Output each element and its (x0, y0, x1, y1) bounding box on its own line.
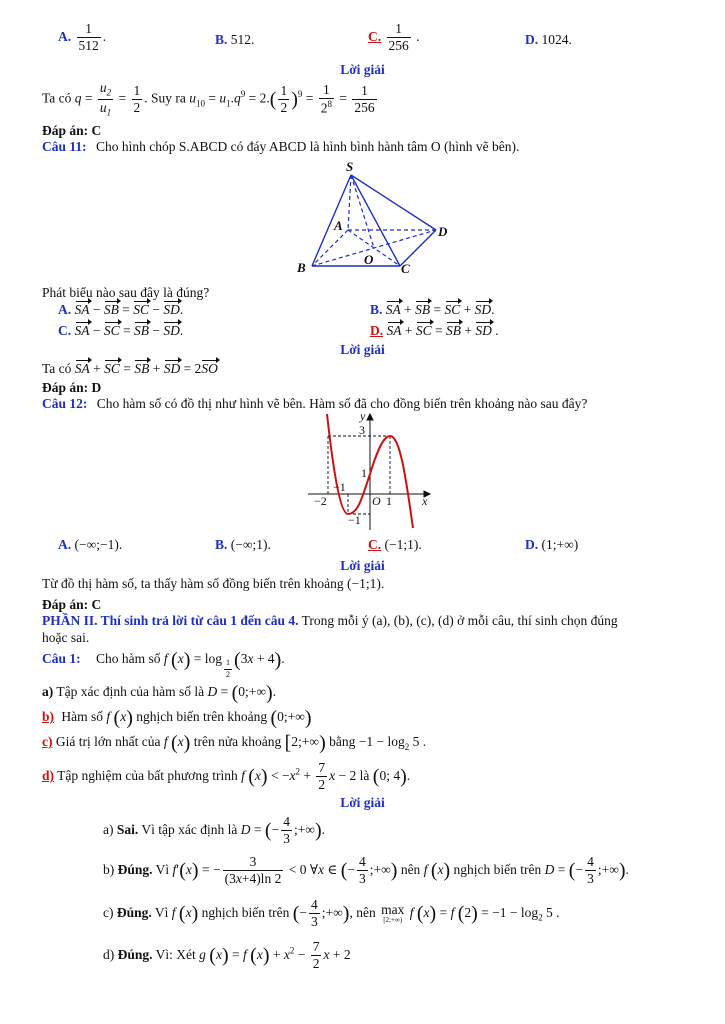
label-S: S (346, 159, 354, 174)
c1-stem: Câu 1: Cho hàm số f (x) = log $_{\frac{1}{2}}$ (3x + 4). (42, 649, 285, 679)
q12-function-graph (300, 408, 440, 532)
q10-solution-title: Lời giải (340, 62, 385, 77)
c1-solution-title: Lời giải (340, 795, 385, 810)
q11-pyramid-figure (288, 158, 458, 278)
label-A: A (334, 218, 343, 233)
part2-intro-text: Trong mỗi ý (a), (b), (c), (d) ở mỗi câu, thí sinh chọn đúng (298, 613, 618, 628)
edge-AB (312, 230, 348, 266)
q12-answer: Đáp án: C (42, 597, 102, 612)
q11-stem (42, 140, 519, 154)
q12-option-b-value: (−∞;1). (230, 537, 271, 552)
q11-option-d[interactable]: D. SA + SC = SB + SD . (370, 323, 499, 338)
label-x1: 1 (386, 494, 392, 508)
q12-option-c[interactable] (368, 538, 422, 552)
q10-option-a-fraction: $\frac{1}{512}$ (78, 21, 99, 54)
q11-option-c[interactable]: C. SA − SC = SB − SD. (58, 323, 184, 338)
q10-option-c-label: C. (368, 28, 382, 44)
q10-option-d-value: 1024. (541, 32, 572, 47)
q11-number: Câu 11: (42, 139, 87, 154)
c1-solution-b: b) Đúng. Vì f′(x) = − $\frac{3}{(3x+4)\ln 2}$ < 0 ∀x ∈ (− $\frac{4}{3}$ ;+∞) nên f (x) nghịch biến trên D = (− $\frac{4}{3}$ ;+∞). (103, 854, 629, 887)
c1-item-c-label: c) (42, 734, 53, 750)
q11-solution-title: Lời giải (340, 342, 385, 357)
y-axis-arrow (367, 414, 373, 420)
q10-option-b-value: 512. (230, 32, 255, 47)
c1-number: Câu 1: (42, 651, 81, 667)
q12-solution-text: Từ đồ thị hàm số, ta thấy hàm số đồng biến trên khoảng (−1;1). (42, 576, 385, 591)
q12-option-a[interactable] (58, 538, 122, 552)
c1-solution-a: a) Sai. Vì tập xác định là D = (− $\frac{4}{3}$ ;+∞). (103, 814, 325, 847)
q12-option-b-label: B. (215, 537, 228, 552)
c1-item-c: c) Giá trị lớn nhất của f (x) trên nửa khoảng [2;+∞) bằng $-1 - \log_2 5$ . (42, 732, 427, 754)
q11-question: Phát biểu nào sau đây là đúng? (42, 285, 210, 300)
q11-solution-line: Ta có SA + SC = SB + SD = 2SO (42, 361, 218, 376)
c1-item-d: d) Tập nghiệm của bất phương trình f $(x) < -x^2$ + $\frac{7}{2}$ x − 2 là (0; 4). (42, 760, 411, 793)
q10-option-c[interactable]: C. $\frac{1}{256}$ . (368, 21, 420, 54)
q12-stem-text: Cho hàm số có đồ thị như hình vẽ bên. Hàm số đã cho đồng biến trên khoảng nào sau đây? (96, 396, 588, 411)
q10-option-c-fraction: $\frac{1}{256}$ (388, 21, 409, 54)
q12-option-c-value: (−1;1). (384, 537, 422, 552)
label-y1: 1 (361, 466, 367, 480)
q10-solution-line: Ta có q = $\frac{u_2}{u_1}$ = $\frac{1}{2}$ . Suy ra $u_{10} = u_1.q^9 = 2$.( $\frac{1}{2}$ )$^9$ = $\frac{1}{2^8}$ = $\frac{1}{256}$ (42, 80, 375, 118)
q10-answer: Đáp án: C (42, 123, 102, 138)
c1-item-b-label: b) (42, 709, 55, 725)
label-x: x (422, 494, 428, 508)
q11-option-c-label: C. (58, 323, 72, 338)
q11-option-b-label: B. (370, 302, 383, 317)
label-ym1-left: −1 (333, 480, 346, 494)
q12-solution-title: Lời giải (340, 558, 385, 573)
label-y3: 3 (359, 423, 365, 437)
q11-option-b[interactable]: B. SA + SB = SC + SD. (370, 302, 495, 317)
q11-option-a-label: A. (58, 302, 72, 317)
q12-option-d-value: (1;+∞) (541, 537, 579, 552)
label-ym1-bottom: −1 (348, 513, 361, 527)
q10-option-b-label: B. (215, 32, 228, 47)
c1-item-d-label: d) (42, 767, 55, 783)
label-C: C (401, 261, 410, 276)
q12-option-b[interactable] (215, 538, 271, 552)
label-O: O (364, 252, 374, 267)
edge-SC (351, 175, 400, 266)
c1-solution-c: c) Đúng. Vì f (x) nghịch biến trên (− $\frac{4}{3}$ ;+∞), nên max [2;+∞) f (x) = f $(2) = -1 - \log_2 5$ . (103, 897, 560, 930)
edge-SB (312, 175, 351, 266)
c1-solution-d: d) Đúng. Vì: Xét g (x) = f $(x) + x^2$ − $\frac{7}{2}$ x + 2 (103, 939, 351, 972)
q10-option-b[interactable] (215, 33, 254, 47)
label-B: B (297, 260, 306, 275)
c1-item-b: b) Hàm số f (x) nghịch biến trên khoảng (0;+∞) (42, 707, 312, 729)
part2-heading: PHẦN II. Thí sinh trả lời từ câu 1 đến câu 4. (42, 613, 299, 628)
q10-option-a-label: A. (58, 28, 72, 44)
edge-SD (351, 175, 436, 230)
q12-option-c-label: C. (368, 537, 382, 552)
q11-option-d-label: D. (370, 323, 384, 338)
q11-answer: Đáp án: D (42, 380, 102, 395)
c1-item-a-label: a) (42, 684, 54, 700)
edge-SA (348, 175, 351, 230)
q12-option-a-value: (−∞;−1). (74, 537, 123, 552)
label-y: y (360, 409, 366, 423)
label-o: O (372, 494, 381, 508)
label-xm2: −2 (314, 494, 327, 508)
part2-intro-cont: hoặc sai. (42, 630, 90, 645)
q11-option-a[interactable]: A. SA − SB = SC − SD. (58, 302, 184, 317)
q12-option-d-label: D. (525, 537, 539, 552)
q12-option-d[interactable] (525, 538, 578, 552)
q10-option-d[interactable] (525, 33, 572, 47)
q11-stem-text: Cho hình chóp S.ABCD có đáy ABCD là hình bình hành tâm O (hình vẽ bên). (96, 139, 520, 154)
q12-option-a-label: A. (58, 537, 72, 552)
q10-option-a[interactable]: A. $\frac{1}{512}$ . (58, 21, 107, 54)
q12-number: Câu 12: (42, 396, 88, 411)
part2-intro (42, 614, 618, 628)
q10-option-d-label: D. (525, 32, 539, 47)
c1-item-a: a) Tập xác định của hàm số là D = (0;+∞). (42, 682, 277, 704)
label-D: D (438, 224, 448, 239)
